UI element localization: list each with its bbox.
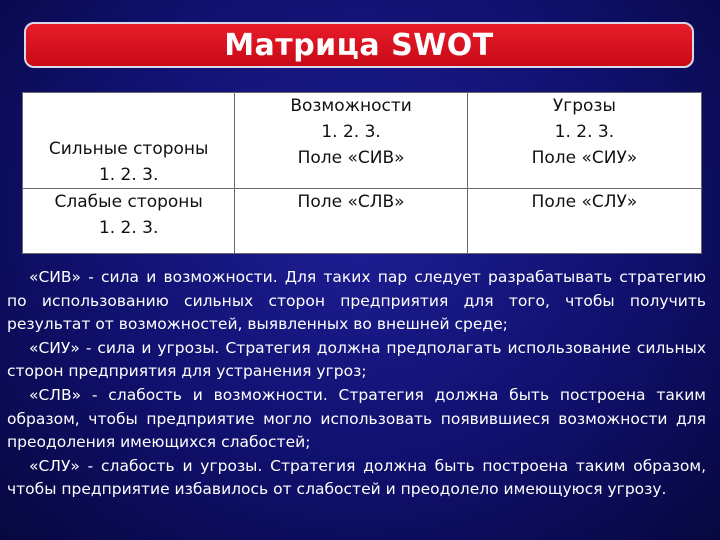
threats-weaknesses-cell xyxy=(467,189,701,254)
field-siu: Поле «СИУ» xyxy=(531,148,638,168)
threats-strengths-cell xyxy=(467,93,701,189)
strengths-label: Сильные стороны xyxy=(48,139,209,160)
weaknesses-label-cell xyxy=(23,189,235,254)
opportunities-strengths-cell xyxy=(235,93,467,189)
threats-items: 1. 2. 3. xyxy=(554,122,615,142)
opportunities-header: Возможности xyxy=(290,96,412,116)
strengths-label-cell xyxy=(23,93,235,189)
opportunities-items: 1. 2. 3. xyxy=(321,122,381,142)
paragraph-slv: «СЛВ» - слабость и возможности. Стратегия должна быть построена таким образом, чтобы предприятие могло использовать появившиеся возможности для преодоления имеющихся слабостей; xyxy=(7,385,706,452)
swot-weaknesses-row xyxy=(23,189,702,254)
field-slv: Поле «СЛВ» xyxy=(297,192,405,213)
slide-title: Матрица SWOT xyxy=(224,27,494,63)
field-slu: Поле «СЛУ» xyxy=(531,192,638,213)
paragraph-siu: «СИУ» - сила и угрозы. Стратегия должна предполагать использование сильных сторон предприятия для устранения угроз; xyxy=(7,338,706,381)
opportunities-weaknesses-cell xyxy=(235,189,467,254)
strengths-items: 1. 2. 3. xyxy=(98,165,159,186)
weaknesses-label: Слабые стороны xyxy=(54,192,203,213)
threats-header: Угрозы xyxy=(552,96,616,116)
paragraph-siv: «СИВ» - сила и возможности. Для таких пар следует разрабатывать стратегию по использованию сильных сторон предприятия для того, чтобы получить результат от возможностей, выявленных во внешней среде; xyxy=(7,268,706,334)
swot-header-and-strengths-row xyxy=(23,93,702,189)
swot-matrix-table xyxy=(22,92,702,254)
title-banner xyxy=(24,22,694,68)
explanation-text xyxy=(7,266,706,502)
weaknesses-items: 1. 2. 3. xyxy=(98,218,159,239)
field-siv: Поле «СИВ» xyxy=(297,148,405,168)
paragraph-slu: «СЛУ» - слабость и угрозы. Стратегия должна быть построена таким образом, чтобы предприятие избавилось от слабостей и преодолело имеющуюся угрозу. xyxy=(7,456,706,499)
